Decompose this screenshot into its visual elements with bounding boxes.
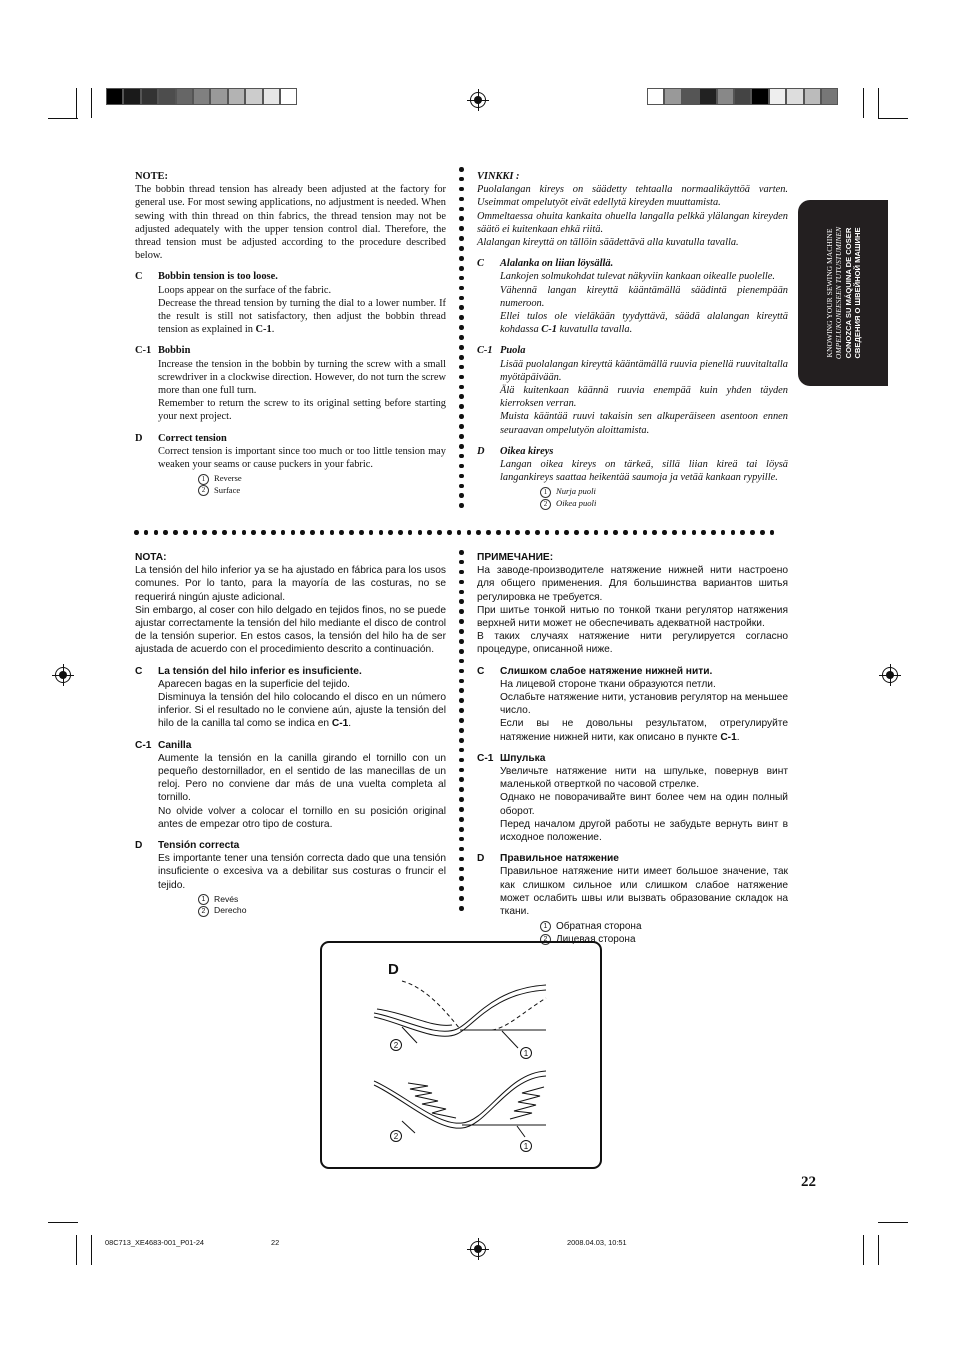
separator-dot bbox=[212, 530, 217, 535]
separator-dot bbox=[701, 530, 706, 535]
separator-dot bbox=[427, 530, 432, 535]
section-body: Aparecen bagas en la superficie del tejido. Disminuya la tensión del hilo colocando el disco en un número inferior. Si el resultado no le conviene aún, ajuste la tensión del hilo de la canilla tal como se indica en C-1. bbox=[158, 678, 446, 730]
separator-dot bbox=[652, 530, 657, 535]
separator-dot bbox=[300, 530, 305, 535]
separator-dot bbox=[459, 817, 464, 822]
separator-dot bbox=[459, 197, 464, 202]
note-title: ПРИМЕЧАНИЕ: bbox=[477, 552, 554, 563]
separator-dot bbox=[459, 216, 464, 221]
section-heading: C La tensión del hilo inferior es insuficiente. bbox=[135, 665, 362, 677]
callout-2: 2 bbox=[393, 1132, 399, 1141]
separator-dot bbox=[459, 474, 464, 479]
spanish-column: NOTA: La tensión del hilo inferior ya se ha ajustado en fábrica para los usos comunes. Por lo tanto, para la mayoría de las costuras, no se requerirá ningún ajuste adicional. Sin embargo, al coser con hilo delgado en tejidos finos, no se puede ajustar correctamente la tensión del hilo mediante el disco de control de la tensión superior. En estos casos, la tensión del hilo ha de ser ajustada de acuerdo con el procedimiento descrito a continuación. C La tensión del hilo inferior es insuficiente. Aparecen bagas en la superficie del tejido. Disminuya la tensión del hilo colocando el disco en un número inferior. Si el resultado no le conviene aún, ajuste la tensión del hilo de la canilla tal como se indica en C-1. C-1 Canilla Aumente la tensión en la canilla girando el tornillo con un pequeño destornillador, en el sentido de las manecillas de un reloj. Pero no conviene dar más de una vuelta completa al tornillo. No olvide volver a colocar el tornillo en su posición original antes de empezar otro tipo de costura. D Tensión correcta Es importante tener una tensión correcta dado que una tensión insuficiente o excesiva va a debilitar sus costuras o fruncir el tejido. 1 Revés 2 Derecho bbox=[135, 552, 446, 916]
crop-mark bbox=[878, 88, 879, 118]
separator-dot bbox=[750, 530, 755, 535]
separator-dot bbox=[525, 530, 530, 535]
separator-dot bbox=[459, 365, 464, 370]
separator-dot bbox=[486, 530, 491, 535]
separator-dot bbox=[623, 530, 628, 535]
separator-dot bbox=[721, 530, 726, 535]
separator-dot bbox=[459, 728, 464, 733]
finnish-column: VINKKI : Puolalangan kireys on säädetty tehtaalla normaalikäyttöä varten. Useimmat ompelutyöt eivät edellytä kireyden muuttamista. Ommeltaessa ohuita kankaita ohuella langalla pelkkä ylälangan kireyden säätö ei kuitenkaan ehkä riitä. Alalangan kireyttä on tällöin säädettävä alla kuvatulla tavalla. C Alalanka on liian löysällä. Lankojen solmukohdat tulevat näkyviin kankaan oikealle puolelle. Vähennä langan kireyttä kääntämällä säädintä pienempään numeroon. Ellei tulos ole vieläkään tyydyttävä, säädä alalangan kireyttä kohdassa C-1 kuvatulla tavalla. C-1 Puola Lisää puolalangan kireyttä kääntämällä ruuvia pienellä ruuvitaltalla myötäpäivään. Älä kuitenkaan käännä ruuvia enempää kuin yhden täyden kierroksen verran. Muista kääntää ruuvi takaisin sen alkuperäiseen asentoon ennen seuraavan ompelutyön aloittamista. D Oikea kireys Langan oikea kireys on tärkeä, sillä liian kireä tai löysä langankireys saattaa heikentää saumoja ja vetää kankaan rypyille. 1 Nurja puoli 2 Oikea puoli bbox=[477, 171, 788, 508]
section-body: Увеличьте натяжение нити на шпульке, повернув винт маленькой отверткой по часовой стрелке. Однако не поворачивайте винт более чем на один полный оборот. Перед началом другой работы не забудьте вернуть винт в исходное положение. bbox=[500, 766, 788, 844]
legend: 1 Reverse 2 Surface bbox=[198, 473, 446, 496]
section-heading: C-1 Canilla bbox=[135, 739, 192, 751]
section-heading: C Слишком слабое натяжение нижней нити. bbox=[477, 665, 713, 677]
separator-dot bbox=[459, 758, 464, 763]
separator-dot bbox=[459, 807, 464, 812]
separator-dot bbox=[740, 530, 745, 535]
separator-dot bbox=[459, 768, 464, 773]
separator-dot bbox=[320, 530, 325, 535]
section-body: Es importante tener una tensión correcta dado que una tensión insuficiente o excesiva va a debilitar sus costuras o fruncir el tejido. bbox=[158, 853, 446, 891]
separator-dot bbox=[459, 464, 464, 469]
separator-dot bbox=[672, 530, 677, 535]
section-heading: D Правильное натяжение bbox=[477, 853, 619, 865]
footer-file-name: 08C713_XE4683-001_P01-24 bbox=[105, 1238, 205, 1247]
crop-mark bbox=[863, 1235, 864, 1265]
separator-dot bbox=[459, 708, 464, 713]
separator-dot bbox=[459, 246, 464, 251]
english-column bbox=[135, 170, 446, 496]
separator-dot bbox=[154, 530, 159, 535]
separator-dot bbox=[459, 256, 464, 261]
separator-dot bbox=[555, 530, 560, 535]
separator-dot bbox=[459, 777, 464, 782]
separator-dot bbox=[594, 530, 599, 535]
legend: 1 Nurja puoli 2 Oikea puoli bbox=[540, 486, 788, 509]
separator-dot bbox=[459, 787, 464, 792]
separator-dot bbox=[459, 669, 464, 674]
section-heading: D Tensión correcta bbox=[135, 840, 240, 852]
section-body: Increase the tension in the bobbin by turning the screw with a small screwdriver in a clockwise direction. However, do not turn the screw more than one full turn. Remember to return the screw to its original setting before starting your next project. bbox=[158, 358, 446, 423]
side-tab-fi: OMPELUKONEESEEN TUTUSTUMINEN bbox=[834, 226, 844, 360]
separator-dot bbox=[459, 454, 464, 459]
separator-dot bbox=[271, 530, 276, 535]
separator-dot bbox=[459, 698, 464, 703]
section-body: Правильное натяжение нити имеет большое значение, так как слишком сильное или слишком слабое натяжение может ослабить швы или вызвать образование складок на ткани. bbox=[500, 866, 788, 918]
separator-dot bbox=[459, 503, 464, 508]
separator-dot bbox=[459, 748, 464, 753]
separator-dot bbox=[459, 345, 464, 350]
separator-dot bbox=[459, 639, 464, 644]
separator-dot bbox=[459, 847, 464, 852]
section-heading: C-1 Шпулька bbox=[477, 752, 546, 764]
crop-mark bbox=[91, 1235, 92, 1265]
separator-dot bbox=[459, 688, 464, 693]
separator-dot bbox=[408, 530, 413, 535]
separator-dot bbox=[202, 530, 207, 535]
legend: 1 Revés 2 Derecho bbox=[198, 894, 446, 917]
separator-dot bbox=[459, 394, 464, 399]
separator-dot bbox=[459, 570, 464, 575]
separator-dot bbox=[222, 530, 227, 535]
separator-dot bbox=[682, 530, 687, 535]
separator-dot bbox=[388, 530, 393, 535]
note-title: VINKKI : bbox=[477, 171, 520, 182]
separator-dot bbox=[604, 530, 609, 535]
separator-dot bbox=[711, 530, 716, 535]
separator-dot bbox=[459, 590, 464, 595]
separator-dot bbox=[459, 236, 464, 241]
registration-mark-icon bbox=[882, 667, 898, 683]
separator-dot bbox=[459, 444, 464, 449]
registration-mark-icon bbox=[470, 1241, 486, 1257]
section-body: Lankojen solmukohdat tulevat näkyviin kankaan oikealle puolelle. Vähennä langan kireyttä kääntämällä säädintä pienempään numeroon. Ellei tulos ole vieläkään tyydyttävä, säädä alalangan kireyttä kohdassa C-1 kuvatulla tavalla. bbox=[500, 271, 788, 336]
separator-dot bbox=[459, 718, 464, 723]
registration-mark-icon bbox=[55, 667, 71, 683]
section-body: Aumente la tensión en la canilla girando el tornillo con un pequeño destornillador, en el sentido de las manecillas de un reloj. Pero no conviene dar más de una vuelta completa al tornillo. No olvide volver a colocar el tornillo en su posición original antes de empezar otro tipo de costura. bbox=[158, 752, 446, 830]
separator-dot bbox=[339, 530, 344, 535]
callout-1: 1 bbox=[523, 1142, 529, 1151]
separator-dot bbox=[447, 530, 452, 535]
separator-dot bbox=[564, 530, 569, 535]
section-heading: D Correct tension bbox=[135, 432, 227, 444]
separator-dot bbox=[459, 550, 464, 555]
figure-label: D bbox=[388, 961, 399, 978]
horizontal-dot-separator bbox=[134, 530, 774, 535]
separator-dot bbox=[242, 530, 247, 535]
crop-mark bbox=[76, 1235, 77, 1265]
separator-dot bbox=[232, 530, 237, 535]
separator-dot bbox=[459, 167, 464, 172]
separator-dot bbox=[459, 906, 464, 911]
separator-dot bbox=[459, 867, 464, 872]
separator-dot bbox=[760, 530, 765, 535]
separator-dot bbox=[459, 335, 464, 340]
separator-dot bbox=[330, 530, 335, 535]
registration-mark-icon bbox=[470, 92, 486, 108]
separator-dot bbox=[251, 530, 256, 535]
separator-dot bbox=[467, 530, 472, 535]
russian-column: ПРИМЕЧАНИЕ: На заводе-производителе натяжение нижней нити настроено для общего применения. Для большинства вариантов шитья регулировка не требуется. При шитье тонкой нитью по тонкой ткани регулятор натяжения верхней нити может не обеспечивать адекватной настройки. В таких случаях натяжение нити регулируется согласно процедуре, описанной ниже. C Слишком слабое натяжение нижней нити. На лицевой стороне ткани образуются петли. Ослабьте натяжение нити, установив регулятор на меньшее число. Если вы не довольны результатом, отрегулируйте натяжение нижней нити, как описано в пункте C-1. C-1 Шпулька Увеличьте натяжение нити на шпульке, повернув винт маленькой отверткой по часовой стрелке. Однако не поворачивайте винт более чем на один полный оборот. Перед началом другой работы не забудьте вернуть винт в исходное положение. D Правильное натяжение Правильное натяжение нити имеет большое значение, так как слишком сильное или слишком слабое натяжение может ослабить швы или вызвать образование складок на ткани. 1 Обратная сторона 2 Лицевая сторона bbox=[477, 552, 788, 946]
tension-figure bbox=[320, 941, 602, 1169]
separator-dot bbox=[515, 530, 520, 535]
vertical-dot-separator bbox=[459, 550, 464, 911]
separator-dot bbox=[437, 530, 442, 535]
separator-dot bbox=[349, 530, 354, 535]
separator-dot bbox=[692, 530, 697, 535]
separator-dot bbox=[291, 530, 296, 535]
separator-dot bbox=[584, 530, 589, 535]
section-body: Lisää puolalangan kireyttä kääntämällä ruuvia pienellä ruuvitaltalla myötäpäivään. Älä kuitenkaan käännä ruuvia enempää kuin yhden täyden kierroksen verran. Muista kääntää ruuvi takaisin sen alkuperäiseen asentoon ennen seuraavan ompelutyön aloittamista. bbox=[500, 358, 788, 436]
separator-dot bbox=[459, 424, 464, 429]
separator-dot bbox=[459, 286, 464, 291]
separator-dot bbox=[173, 530, 178, 535]
stitch-diagram bbox=[322, 943, 600, 1167]
separator-dot bbox=[193, 530, 198, 535]
separator-dot bbox=[459, 837, 464, 842]
section-heading: D Oikea kireys bbox=[477, 445, 554, 457]
separator-dot bbox=[134, 530, 139, 535]
section-body: Correct tension is important since too much or too little tension may weaken your seams or cause puckers in your fabric. bbox=[158, 445, 446, 471]
separator-dot bbox=[633, 530, 638, 535]
color-bar-left bbox=[106, 88, 297, 105]
separator-dot bbox=[398, 530, 403, 535]
separator-dot bbox=[476, 530, 481, 535]
separator-dot bbox=[459, 484, 464, 489]
separator-dot bbox=[459, 629, 464, 634]
separator-dot bbox=[459, 296, 464, 301]
separator-dot bbox=[459, 738, 464, 743]
separator-dot bbox=[183, 530, 188, 535]
separator-dot bbox=[662, 530, 667, 535]
color-bar-right bbox=[647, 88, 838, 105]
separator-dot bbox=[459, 266, 464, 271]
separator-dot bbox=[281, 530, 286, 535]
separator-dot bbox=[459, 649, 464, 654]
section-body: Langan oikea kireys on tärkeä, sillä liian kireä tai löysä langankireys saattaa heikentää saumoja ja vetää kankaan rypyille. bbox=[500, 459, 788, 484]
separator-dot bbox=[459, 886, 464, 891]
crop-mark bbox=[48, 1222, 78, 1223]
separator-dot bbox=[459, 876, 464, 881]
section-heading: C-1 Puola bbox=[477, 345, 526, 357]
separator-dot bbox=[459, 315, 464, 320]
separator-dot bbox=[459, 609, 464, 614]
footer-page: 22 bbox=[271, 1238, 280, 1247]
separator-dot bbox=[496, 530, 501, 535]
separator-dot bbox=[163, 530, 168, 535]
separator-dot bbox=[261, 530, 266, 535]
separator-dot bbox=[506, 530, 511, 535]
separator-dot bbox=[459, 560, 464, 565]
separator-dot bbox=[459, 305, 464, 310]
separator-dot bbox=[459, 187, 464, 192]
section-heading: C Alalanka on liian löysällä. bbox=[477, 258, 614, 270]
separator-dot bbox=[459, 385, 464, 390]
crop-mark bbox=[878, 1222, 908, 1223]
separator-dot bbox=[770, 530, 775, 535]
note-text: The bobbin thread tension has already been adjusted at the factory for general use. For most sewing applications, no adjustment is needed. When sewing with thin thread on thin fabrics, the thread tension may not be adjusted adequately with the upper tension control dial. Therefore, the thread tension must be adjusted according to the procedure described below. bbox=[135, 184, 446, 262]
side-tab-ru: СВЕДЕНИЯ О ШВЕЙНОЙ МАШИНЕ bbox=[853, 227, 863, 359]
separator-dot bbox=[459, 493, 464, 498]
separator-dot bbox=[613, 530, 618, 535]
separator-dot bbox=[459, 276, 464, 281]
separator-dot bbox=[459, 580, 464, 585]
side-tab-es: CONOZCA SU MÁQUINA DE COSER bbox=[844, 227, 853, 359]
crop-mark bbox=[878, 118, 908, 119]
separator-dot bbox=[144, 530, 149, 535]
legend: 1 Обратная сторона 2 Лицевая сторона bbox=[540, 920, 788, 946]
separator-dot bbox=[310, 530, 315, 535]
vertical-dot-separator bbox=[459, 167, 464, 508]
separator-dot bbox=[459, 414, 464, 419]
separator-dot bbox=[459, 325, 464, 330]
separator-dot bbox=[359, 530, 364, 535]
separator-dot bbox=[459, 896, 464, 901]
separator-dot bbox=[459, 177, 464, 182]
separator-dot bbox=[459, 375, 464, 380]
separator-dot bbox=[459, 404, 464, 409]
separator-dot bbox=[459, 857, 464, 862]
separator-dot bbox=[379, 530, 384, 535]
section-heading: C-1 Bobbin bbox=[135, 345, 191, 357]
separator-dot bbox=[459, 226, 464, 231]
section-body: Loops appear on the surface of the fabric. Decrease the thread tension by turning the dial to a lower number. If the result is still not satisfactory, then adjust the bobbin thread tension as explained in C-1. bbox=[158, 284, 446, 336]
separator-dot bbox=[459, 355, 464, 360]
separator-dot bbox=[643, 530, 648, 535]
crop-mark bbox=[48, 118, 78, 119]
separator-dot bbox=[459, 619, 464, 624]
section-body: На лицевой стороне ткани образуются петли. Ослабьте натяжение нити, установив регулятор на меньшее число. Если вы не довольны результатом, отрегулируйте натяжение нижней нити, как описано в пункте C-1. bbox=[500, 678, 788, 743]
separator-dot bbox=[418, 530, 423, 535]
section-heading: C Bobbin tension is too loose. bbox=[135, 271, 278, 283]
crop-mark bbox=[91, 88, 92, 118]
separator-dot bbox=[459, 679, 464, 684]
separator-dot bbox=[459, 797, 464, 802]
separator-dot bbox=[535, 530, 540, 535]
callout-2: 2 bbox=[393, 1041, 399, 1050]
page-number: 22 bbox=[801, 1174, 816, 1190]
note-title: NOTA: bbox=[135, 552, 167, 563]
separator-dot bbox=[545, 530, 550, 535]
crop-mark bbox=[878, 1235, 879, 1265]
crop-mark bbox=[863, 88, 864, 118]
callout-1: 1 bbox=[523, 1049, 529, 1058]
note-title: NOTE: bbox=[135, 171, 168, 182]
section-side-tab bbox=[798, 200, 888, 386]
separator-dot bbox=[459, 207, 464, 212]
separator-dot bbox=[459, 827, 464, 832]
separator-dot bbox=[459, 599, 464, 604]
separator-dot bbox=[457, 530, 462, 535]
separator-dot bbox=[459, 434, 464, 439]
side-tab-en: KNOWING YOUR SEWING MACHINE bbox=[825, 228, 835, 358]
separator-dot bbox=[574, 530, 579, 535]
footer-timestamp: 2008.04.03, 10:51 bbox=[567, 1238, 627, 1247]
crop-mark bbox=[76, 88, 77, 118]
separator-dot bbox=[731, 530, 736, 535]
separator-dot bbox=[369, 530, 374, 535]
separator-dot bbox=[459, 659, 464, 664]
